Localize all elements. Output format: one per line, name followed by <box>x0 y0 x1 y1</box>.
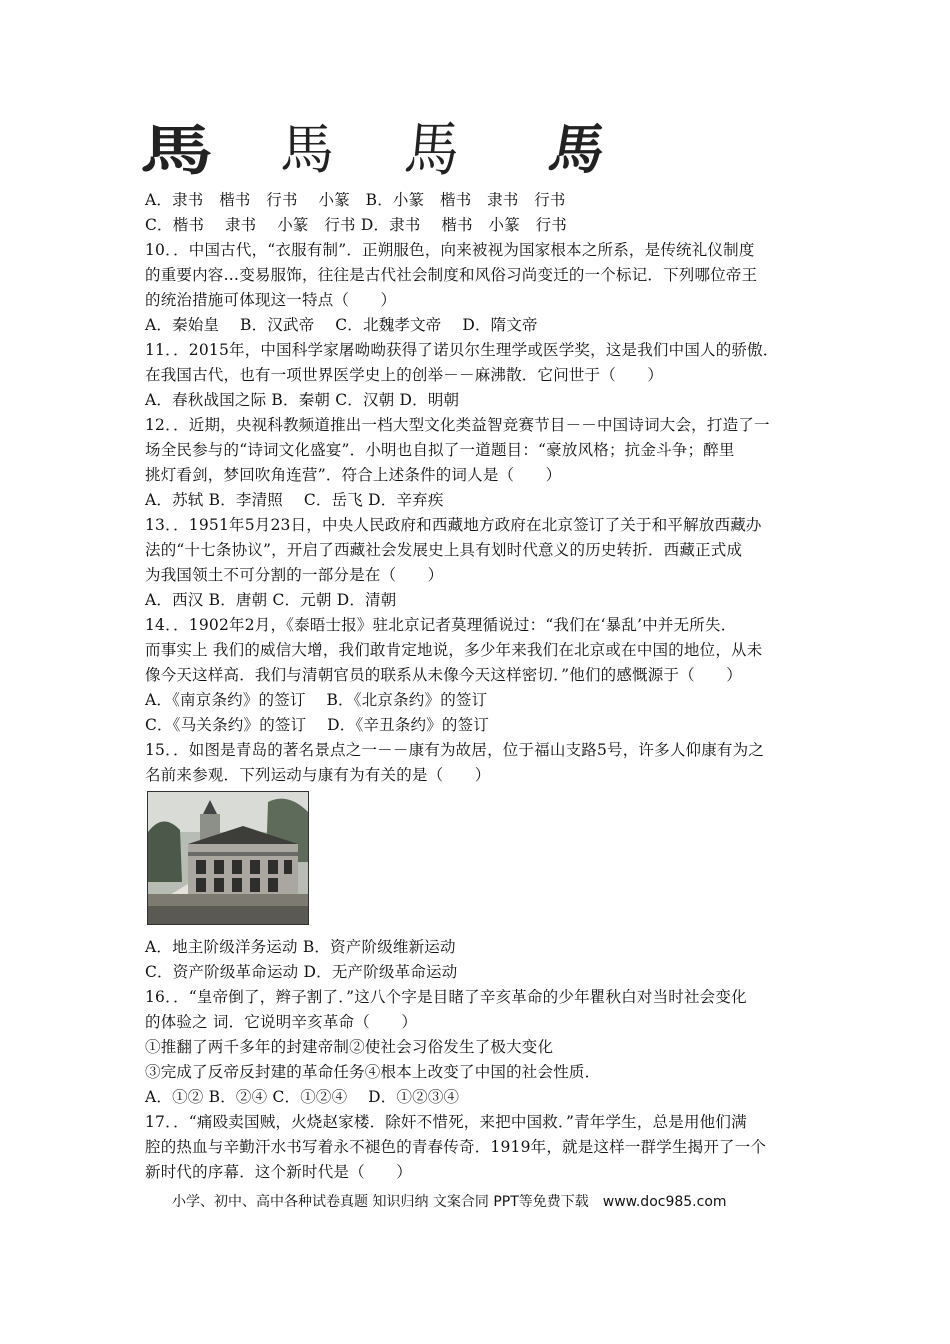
text-line: A．《南京条约》的签订 B．《北京条约》的签订 <box>145 691 488 709</box>
text-line: C．资产阶级革命运动 D．无产阶级革命运动 <box>145 963 458 981</box>
text-line: 腔的热血与辛勤汗水书写着永不褪色的青春传奇．1919年，就是这样一群学生揭开了一个 <box>145 1138 767 1156</box>
text-line: 14．．1902年2月，《泰晤士报》驻北京记者莫理循说过：“我们在‘暴乱’中并无所失． <box>145 616 737 634</box>
building-illustration <box>148 792 308 924</box>
text-line: 挑灯看剑，梦回吹角连营”．符合上述条件的词人是（ ） <box>145 466 562 484</box>
text-line: 场全民参与的“诗词文化盛宴”．小明也自拟了一道题目：“豪放风格；抗金斗争；醉里 <box>145 441 735 459</box>
text-line: 16．．“皇帝倒了，辫子割了．”这八个字是目睹了辛亥革命的少年瞿秋白对当时社会变化 <box>145 988 747 1006</box>
calligraphy-clerical-script: 馬 <box>140 118 213 182</box>
text-line: A．①② B．②④ C．①②④ D．①②③④ <box>145 1088 460 1106</box>
text-line: C．《马关条约》的签订 D．《辛丑条约》的签订 <box>145 716 490 734</box>
text-line: A．地主阶级洋务运动 B．资产阶级维新运动 <box>145 938 456 956</box>
text-line: ①推翻了两千多年的封建帝制②使社会习俗发生了极大变化 <box>145 1038 554 1056</box>
question-text <box>145 188 815 1185</box>
page-footer: 小学、初中、高中各种试卷真题 知识归纳 文案合同 PPT等免费下载 www.doc985.com <box>172 1194 727 1210</box>
text-line: A．秦始皇 B．汉武帝 C．北魏孝文帝 D．隋文帝 <box>145 316 538 334</box>
text-line: 像今天这样高．我们与清朝官员的联系从未像今天这样密切．”他们的感慨源于（ ） <box>145 666 742 684</box>
text-line: 名前来参观．下列运动与康有为有关的是（ ） <box>145 766 491 784</box>
text-line: A．西汉 B．唐朝 C．元朝 D．清朝 <box>145 591 397 609</box>
text-line: 的重要内容…变易服饰，往往是古代社会制度和风俗习尚变迁的一个标记．下列哪位帝王 <box>145 266 758 284</box>
text-line: 17．．“痛殴卖国贼，火烧赵家楼．除奸不惜死，来把中国救．”青年学生，总是用他们满 <box>145 1113 747 1131</box>
text-line: 10．．中国古代，“衣服有制”．正朔服色，向来被视为国家根本之所系，是传统礼仪制度 <box>145 241 755 259</box>
text-line: 为我国领土不可分割的一部分是在（ ） <box>145 566 444 584</box>
text-line: C．楷书 隶书 小篆 行书 D．隶书 楷书 小篆 行书 <box>145 216 567 234</box>
calligraphy-regular-script: 馬 <box>280 118 334 181</box>
text-line: 新时代的序幕．这个新时代是（ ） <box>145 1163 412 1181</box>
text-line: 在我国古代，也有一项世界医学史上的创举－－麻沸散．它问世于（ ） <box>145 366 664 384</box>
text-line: 12．．近期，央视科教频道推出一档大型文化类益智竞赛节目－－中国诗词大会，打造了一 <box>145 416 770 434</box>
text-line: A．春秋战国之际 B．秦朝 C．汉朝 D．明朝 <box>145 391 460 409</box>
text-line: A．隶书 楷书 行书 小篆 B．小篆 楷书 隶书 行书 <box>145 191 566 209</box>
text-line: 的体验之 词．它说明辛亥革命（ ） <box>145 1013 418 1031</box>
text-line: 11．．2015年，中国科学家屠呦呦获得了诺贝尔生理学或医学奖，这是我们中国人的骄傲． <box>145 341 779 359</box>
text-line: 15．．如图是青岛的著名景点之一－－康有为故居，位于福山支路5号，许多人仰康有为之 <box>145 741 765 759</box>
text-line: ③完成了反帝反封建的革命任务④根本上改变了中国的社会性质． <box>145 1063 601 1081</box>
calligraphy-figure <box>140 114 640 185</box>
text-line: A．苏轼 B．李清照 C．岳飞 D．辛弃疾 <box>145 491 444 509</box>
text-line: 法的“十七条协议”，开启了西藏社会发展史上具有划时代意义的历史转折．西藏正式成 <box>145 541 743 559</box>
calligraphy-running-script: 馬 <box>544 118 610 181</box>
kang-youwei-residence-photo <box>147 791 309 925</box>
calligraphy-seal-script: 馬 <box>401 114 463 185</box>
text-line: 而事实上 我们的威信大增，我们敢肯定地说，多少年来我们在北京或在中国的地位，从未 <box>145 641 763 659</box>
text-line: 的统治措施可体现这一特点（ ） <box>145 291 397 309</box>
text-line: 13．．1951年5月23日，中央人民政府和西藏地方政府在北京签订了关于和平解放西藏办 <box>145 516 762 534</box>
